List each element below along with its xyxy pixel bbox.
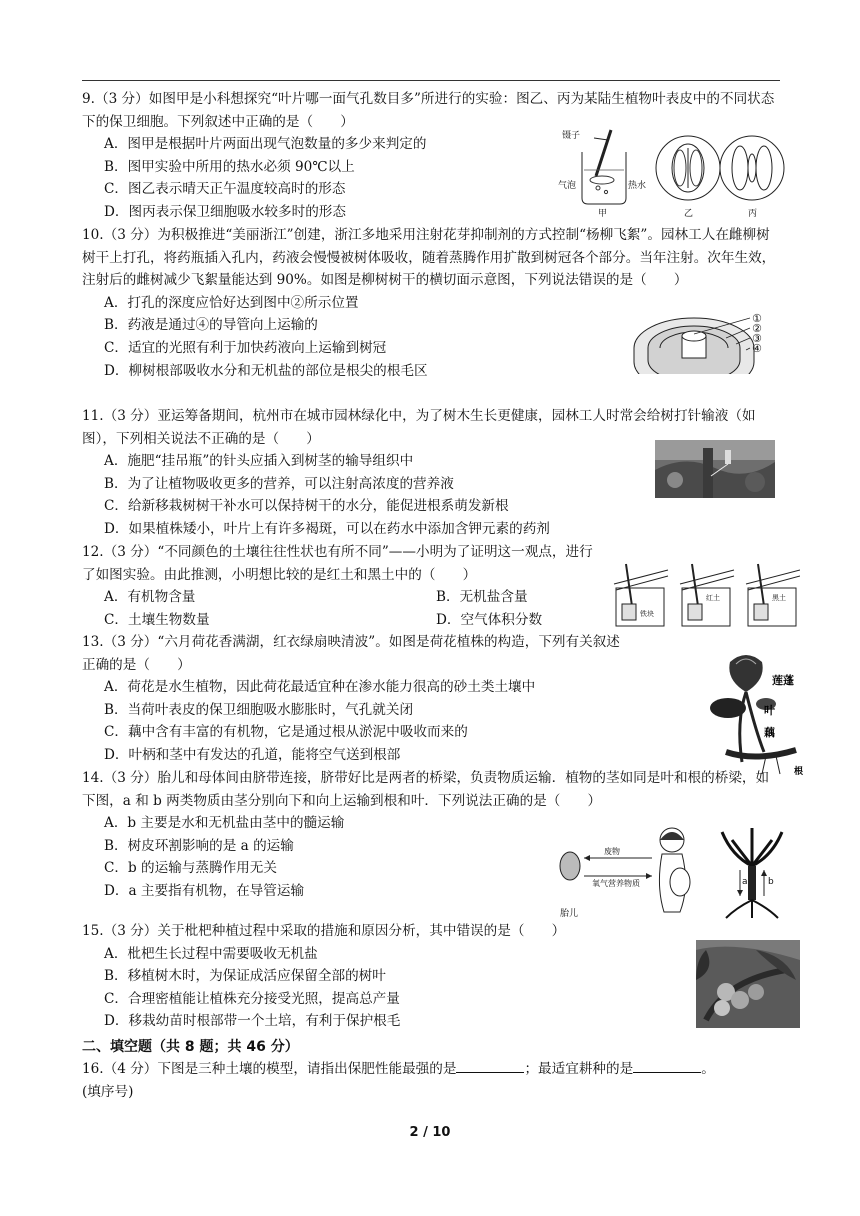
option-d: D．如果植株矮小，叶片上有许多褐斑，可以在药水中添加含钾元素的药剂 — [104, 520, 550, 537]
fill-note: (填序号) — [82, 1083, 134, 1100]
figure-trunk-cross-section — [630, 308, 770, 374]
section-heading: 二、填空题（共 8 题；共 46 分） — [82, 1039, 299, 1055]
option-c: C．b 的运输与蒸腾作用无关 — [104, 860, 277, 877]
guard-cell-open — [720, 136, 784, 218]
option-b: B．药液是通过④的导管向上运输的 — [104, 317, 318, 334]
label-fetus: 胎儿 — [560, 909, 579, 919]
label-red-soil: 红土 — [706, 594, 720, 602]
option-a: A．施肥“挂吊瓶”的针头应插入到树茎的输导组织中 — [104, 453, 414, 470]
question-stem: 12.（3 分）“不同颜色的土壤往往性状也有所不同”——小明为了证明这一观点，进行了如图实验。由此推测，小明想比较的是红土和黑土中的（ ） — [82, 544, 593, 583]
label-4: ④ — [752, 342, 762, 355]
label-root: 根 — [794, 767, 804, 777]
figure-tree-drip-photo — [655, 440, 775, 498]
option-b: B．树皮环割影响的是 a 的运输 — [104, 837, 294, 854]
question-stem: 10.（3 分）为积极推进“美丽浙江”创建，浙江多地采用注射花芽抑制剂的方式控制“杨柳飞絮”。园林工人在雌柳树树干上打孔，将药瓶插入孔内，药液会慢慢被树体吸收，随着蒸腾作用扩散到树冠各个部分。当年注射。次年生效，注射后的雌树减少飞絮量能达到 90%。如图是柳树树干的横切面示意图，下列说法错误的是（ ） — [82, 227, 776, 289]
label-a: a — [742, 877, 748, 887]
beaker-iron — [614, 564, 668, 626]
label-bubbles: 气泡 — [558, 181, 577, 191]
option-c: C．合理密植能让植株充分接受光照，提高总产量 — [104, 990, 400, 1007]
option-c: C．适宜的光照有利于加快药液向上运输到树冠 — [104, 339, 387, 356]
option-c: C．藕中含有丰富的有机物，它是通过根从淤泥中吸收而来的 — [104, 724, 468, 741]
beaker-figure — [558, 129, 646, 218]
option-b: B．当荷叶表皮的保卫细胞吸水膨胀时，气孔就关闭 — [104, 701, 414, 718]
header-rule — [82, 80, 780, 81]
label-lotus-root: 藕 — [764, 726, 775, 739]
page-number: 2 / 10 — [409, 1125, 451, 1140]
option-a: A．打孔的深度应恰好达到图中②所示位置 — [104, 294, 359, 311]
question-16 — [82, 1058, 782, 1103]
label-yi: 乙 — [684, 209, 694, 218]
label-waste: 废物 — [604, 847, 620, 856]
label-black-soil: 黑土 — [772, 594, 786, 602]
label-3: ③ — [752, 332, 762, 345]
question-stem: 14.（3 分）胎儿和母体间由脐带连接，脐带好比是两者的桥梁，负责物质运输．植物的茎如同是叶和根的桥梁，如下图，a 和 b 两类物质由茎分别向下和向上运输到根和叶．下列说法正确的是（ ） — [82, 770, 770, 809]
label-b: b — [768, 877, 774, 887]
label-2: ② — [752, 322, 762, 335]
tree-transport-diagram — [722, 828, 782, 918]
question-stem: 11.（3 分）亚运筹备期间，杭州市在城市园林绿化中，为了树木生长更健康，园林工人时常会给树打针输液（如图），下列相关说法不正确的是（ ） — [82, 408, 756, 447]
figure-soil-beakers — [610, 560, 800, 630]
option-c: C．给新移栽树树干补水可以保持树干的水分，能促进根系萌发新根 — [104, 498, 509, 515]
label-iron: 铁块 — [640, 610, 654, 618]
label-lotus-pod: 莲蓬 — [772, 674, 794, 687]
option-b: B．为了让植物吸收更多的营养，可以注射高浓度的营养液 — [104, 475, 454, 492]
option-b: B．图甲实验中所用的热水必须 90℃以上 — [104, 158, 355, 175]
option-b: B．移植树木时，为保证成活应保留全部的树叶 — [104, 968, 386, 985]
question-stem: 9.（3 分）如图甲是小科想探究“叶片哪一面气孔数目多”所进行的实验：图乙、丙为某陆生植物叶表皮中的不同状态下的保卫细胞。下列叙述中正确的是（ ） — [82, 91, 775, 130]
option-d: D．移栽幼苗时根部带一个土培，有利于保护根毛 — [104, 1013, 401, 1030]
guard-cell-closed — [656, 136, 720, 218]
option-c: C．图乙表示晴天正午温度较高时的形态 — [104, 181, 346, 198]
question-stem: 16.（4 分）下图是三种土壤的模型，请指出保肥性能最强的是 ；最适宜耕种的是 。 — [82, 1061, 715, 1077]
option-b: B．无机盐含量 — [436, 589, 528, 606]
beaker-black-soil — [746, 564, 800, 626]
option-a: A．荷花是水生植物，因此荷花最适宜种在渗水能力很高的砂土类土壤中 — [104, 679, 536, 696]
option-a: A．有机物含量 — [104, 589, 196, 606]
question-15 — [82, 920, 782, 1033]
option-a: A．枇杷生长过程中需要吸收无机盐 — [104, 945, 318, 962]
label-hot-water: 热水 — [628, 181, 647, 191]
option-d: D．图丙表示保卫细胞吸水较多时的形态 — [104, 203, 346, 220]
answer-blank-2[interactable] — [633, 1060, 701, 1073]
question-stem: 15.（3 分）关于枇杷种植过程中采取的措施和原因分析，其中错误的是（ ） — [82, 923, 566, 939]
answer-blank-1[interactable] — [456, 1060, 524, 1073]
option-a: A．b 主要是水和无机盐由茎中的髓运输 — [104, 815, 345, 832]
figure-lotus-plant — [706, 652, 816, 778]
figure-fetus-and-tree — [556, 826, 792, 920]
label-leaf: 叶 — [764, 704, 775, 717]
label-bing: 丙 — [748, 209, 758, 218]
fetus-mother-diagram — [560, 828, 690, 919]
label-jia: 甲 — [598, 209, 608, 218]
label-oxygen-nutrients: 氧气营养物质 — [592, 879, 640, 888]
question-stem: 13.（3 分）“六月荷花香满湖，红衣绿扇映清波”。如图是荷花植株的构造，下列有关叙述正确的是（ ） — [82, 634, 620, 673]
option-d: D．叶柄和茎中有发达的孔道，能将空气送到根部 — [104, 746, 401, 763]
figure-loquat-photo — [696, 940, 800, 1028]
option-d: D．a 主要指有机物，在导管运输 — [104, 882, 305, 899]
option-d: D．空气体积分数 — [436, 611, 543, 628]
label-1: ① — [752, 312, 762, 325]
beaker-red-soil — [680, 564, 734, 626]
option-d: D．柳树根部吸收水分和无机盐的部位是根尖的根毛区 — [104, 362, 428, 379]
question-13 — [82, 631, 782, 767]
option-c: C．土壤生物数量 — [104, 611, 210, 628]
option-a: A．图甲是根据叶片两面出现气泡数量的多少来判定的 — [104, 136, 427, 153]
figure-leaf-stomata — [556, 124, 786, 218]
label-tweezers: 镊子 — [562, 131, 581, 141]
